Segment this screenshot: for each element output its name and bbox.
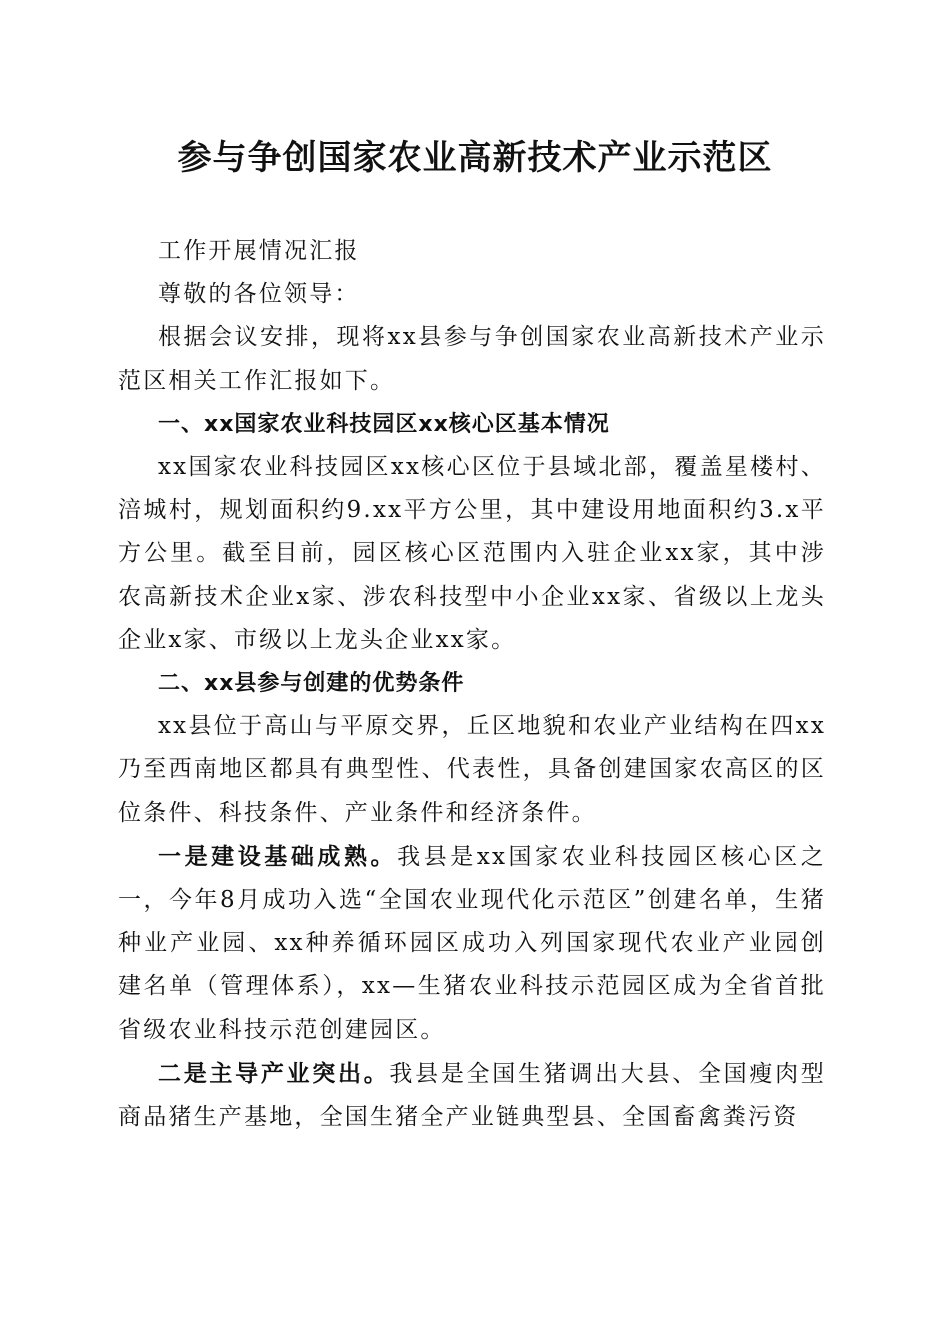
document-subtitle: 工作开展情况汇报	[158, 238, 360, 264]
intro-paragraph: 根据会议安排，现将xx县参与争创国家农业高新技术产业示范区相关工作汇报如下。	[118, 324, 826, 394]
salutation: 尊敬的各位领导：	[158, 281, 360, 308]
section-2-heading: 二、xx县参与创建的优势条件	[158, 671, 465, 697]
section-1-paragraph: xx国家农业科技园区xx核心区位于县域北部，覆盖星楼村、涪城村，规划面积约9.xx平方公里，其中建设用地面积约3.x平方公里。截至目前，园区核心区范围内入驻企业xx家，其中涉农高新技术企业x家、涉农科技型中小企业xx家、省级以上龙头企业x家、市级以上龙头企业xx家。	[118, 454, 826, 653]
point-1-lead: 一是建设基础成熟。	[158, 842, 398, 870]
section-2-paragraph: xx县位于高山与平原交界，丘区地貌和农业产业结构在四xx乃至西南地区都具有典型性、代表性，具备创建国家农高区的区位条件、科技条件、产业条件和经济条件。	[118, 713, 826, 826]
point-1-paragraph	[118, 835, 826, 1052]
point-2-lead: 二是主导产业突出。	[158, 1059, 390, 1087]
point-2-paragraph	[118, 1052, 826, 1139]
document-title: 参与争创国家农业高新技术产业示范区	[177, 138, 773, 178]
section-1-heading: 一、xx国家农业科技园区xx核心区基本情况	[158, 411, 610, 437]
document-body	[118, 230, 826, 1139]
point-2-text: 我县是全国生猪调出大县、全国瘦肉型商品猪生产基地，全国生猪全产业链典型县、全国畜禽粪污资	[118, 1060, 826, 1131]
point-1-text: 我县是xx国家农业科技园区核心区之一，今年8月成功入选“全国农业现代化示范区”创建名单，生猪种业产业园、xx种养循环园区成功入列国家现代农业产业园创建名单（管理体系），xx—生猪农业科技示范园区成为全省首批省级农业科技示范创建园区。	[118, 843, 826, 1043]
